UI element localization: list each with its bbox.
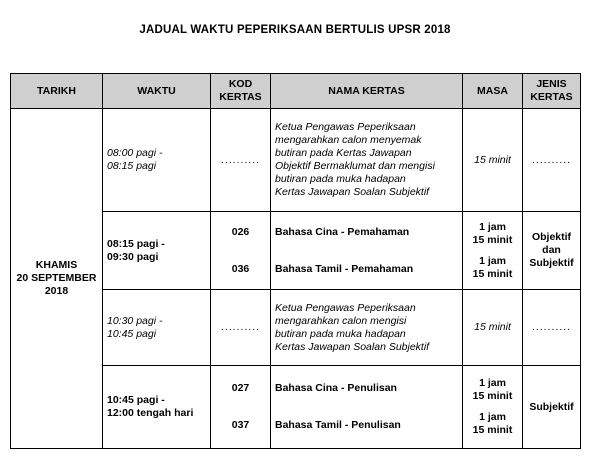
- jenis-line1: Objektif: [531, 231, 572, 243]
- date-month: 20 SEPTEMBER: [16, 272, 97, 284]
- masa-b-line2: 15 minit: [472, 424, 513, 436]
- nama-line: mengarahkan calon menyemak: [275, 134, 422, 146]
- waktu-end: 10:45 pagi: [107, 327, 157, 340]
- kod-cell: ..........: [211, 290, 271, 366]
- masa-a-line1: 1 jam: [479, 220, 506, 233]
- waktu-cell: [103, 290, 211, 366]
- kod-b: 037: [231, 419, 250, 431]
- nama-line: Objektif Bermaklumat dan mengisi: [275, 160, 435, 172]
- exam-timetable: [10, 73, 581, 449]
- jenis-line2: dan: [542, 244, 561, 256]
- header-jenis: [523, 74, 581, 109]
- nama-line: Kertas Jawapan Soalan Subjektif: [275, 186, 430, 198]
- masa-a-line2: 15 minit: [472, 233, 513, 246]
- kod-cell: ..........: [211, 109, 271, 212]
- kod-cell: [211, 366, 271, 449]
- nama-a: Bahasa Cina - Pemahaman: [275, 225, 410, 238]
- header-waktu: WAKTU: [103, 74, 211, 109]
- waktu-end: 08:15 pagi: [107, 160, 157, 172]
- nama-line: Ketua Pengawas Peperiksaan: [275, 121, 416, 133]
- header-kod: [211, 74, 271, 109]
- kod-b: 036: [231, 262, 250, 275]
- nama-line: butiran pada muka hadapan: [275, 327, 406, 340]
- header-tarikh: TARIKH: [11, 74, 103, 109]
- kod-a: 027: [231, 382, 250, 394]
- header-jenis-line1: JENIS: [536, 78, 567, 90]
- waktu-cell: [103, 366, 211, 449]
- nama-cell: [271, 366, 463, 449]
- header-masa: MASA: [463, 74, 523, 109]
- jenis-cell: ..........: [523, 290, 581, 366]
- nama-b: Bahasa Tamil - Penulisan: [275, 419, 401, 431]
- table-row: [11, 109, 581, 212]
- jenis-line3: Subjektif: [529, 257, 574, 269]
- kod-cell: [211, 212, 271, 290]
- date-cell: [11, 109, 103, 449]
- jenis-cell: ..........: [523, 109, 581, 212]
- waktu-cell: [103, 109, 211, 212]
- header-jenis-line2: KERTAS: [530, 91, 573, 103]
- masa-cell: 15 minit: [463, 109, 523, 212]
- masa-cell: [463, 212, 523, 290]
- waktu-start: 08:15 pagi -: [107, 237, 165, 250]
- nama-line: Kertas Jawapan Soalan Subjektif: [275, 340, 430, 353]
- header-nama: NAMA KERTAS: [271, 74, 463, 109]
- waktu-end: 12:00 tengah hari: [107, 407, 194, 419]
- waktu-start: 08:00 pagi -: [107, 147, 163, 159]
- date-year: 2018: [44, 285, 69, 297]
- nama-cell: [271, 212, 463, 290]
- jenis-cell: Subjektif: [523, 366, 581, 449]
- header-kod-line1: KOD: [228, 78, 253, 90]
- nama-cell: [271, 109, 463, 212]
- jenis-cell: [523, 212, 581, 290]
- nama-b: Bahasa Tamil - Pemahaman: [275, 262, 414, 275]
- nama-line: Ketua Pengawas Peperiksaan: [275, 301, 416, 314]
- waktu-end: 09:30 pagi: [107, 250, 159, 263]
- header-row: [11, 74, 581, 109]
- document-title: JADUAL WAKTU PEPERIKSAAN BERTULIS UPSR 2018: [139, 24, 451, 36]
- nama-a: Bahasa Cina - Penulisan: [275, 382, 397, 394]
- nama-line: butiran pada muka hadapan: [275, 173, 406, 185]
- masa-b-line1: 1 jam: [479, 254, 506, 267]
- masa-a-line2: 15 minit: [472, 390, 513, 402]
- header-kod-line2: KERTAS: [219, 91, 262, 103]
- kod-a: 026: [231, 225, 250, 238]
- masa-cell: 15 minit: [463, 290, 523, 366]
- nama-line: butiran pada Kertas Jawapan: [275, 147, 412, 159]
- nama-cell: [271, 290, 463, 366]
- date-day: KHAMIS: [35, 259, 78, 271]
- masa-a-line1: 1 jam: [479, 377, 506, 389]
- masa-b-line2: 15 minit: [472, 267, 513, 280]
- nama-line: mengarahkan calon mengisi: [275, 314, 407, 327]
- masa-cell: [463, 366, 523, 449]
- waktu-start: 10:30 pagi -: [107, 314, 163, 327]
- masa-b-line1: 1 jam: [479, 411, 506, 423]
- waktu-start: 10:45 pagi -: [107, 394, 165, 406]
- waktu-cell: [103, 212, 211, 290]
